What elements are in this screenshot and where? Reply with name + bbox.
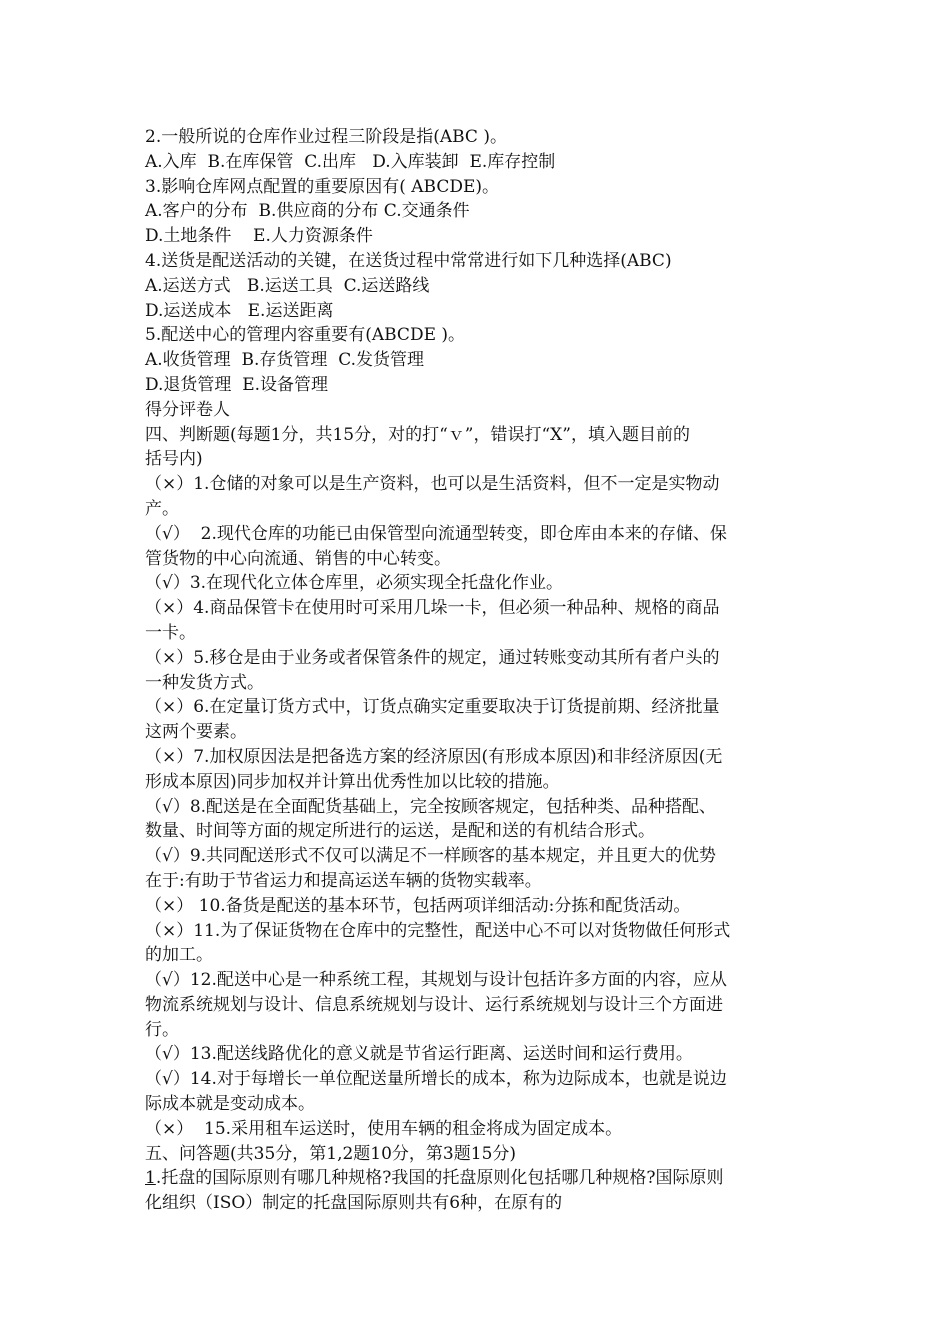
text-line: 2.一般所说的仓库作业过程三阶段是指(ABC )。 [145, 127, 507, 147]
text-line: （√）8.配送是在全面配货基础上，完全按顾客规定，包括种类、品种搭配、 [145, 796, 717, 817]
text-line: 在于:有助于节省运力和提高运送车辆的货物实载率。 [145, 870, 542, 891]
text-line: 五、问答题(共35分，第1,2题10分，第3题15分) [145, 1143, 517, 1164]
text-line: A.客户的分布 B.供应商的分布 C.交通条件 [145, 201, 470, 222]
text-line: 这两个要素。 [145, 722, 247, 743]
text-line: （×）6.在定量订货方式中，订货点确实定重要取决于订货提前期、经济批量 [145, 697, 720, 718]
text-line: （×） 15.采用租车运送时，使用车辆的租金将成为固定成本。 [145, 1118, 623, 1139]
text-line: （√）3.在现代化立体仓库里，必须实现全托盘化作业。 [145, 573, 564, 594]
text-line: D.退货管理 E.设备管理 [145, 374, 329, 395]
text-line: （×）5.移仓是由于业务或者保管条件的规定，通过转账变动其所有者户头的 [145, 647, 720, 668]
text-line: （√）14.对于每增长一单位配送量所增长的成本，称为边际成本，也就是说边 [145, 1069, 727, 1090]
text-line: 一卡。 [145, 622, 196, 643]
text-line: 形成本原因)同步加权并计算出优秀性加以比较的措施。 [145, 771, 560, 792]
text-line: （×） 10.备货是配送的基本环节，包括两项详细活动:分拣和配货活动。 [145, 895, 691, 916]
text-line: （×）4.商品保管卡在使用时可采用几垛一卡，但必须一种品种、规格的商品 [145, 598, 720, 619]
text-line: （√）12.配送中心是一种系统工程，其规划与设计包括许多方面的内容，应从 [145, 970, 727, 991]
text-line: 一种发货方式。 [145, 672, 264, 693]
question-1-line [145, 1166, 815, 1191]
text-line: 括号内) [145, 449, 203, 470]
text-line: （√） 2.现代仓库的功能已由保管型向流通型转变，即仓库由本来的存储、保 [145, 523, 727, 544]
text-line: A.运送方式 B.运送工具 C.运送路线 [145, 275, 430, 296]
text-line: （×）1.仓储的对象可以是生产资料，也可以是生活资料，但不一定是实物动 [145, 474, 720, 495]
text-line: 管货物的中心向流通、销售的中心转变。 [145, 548, 451, 569]
text-line: D.土地条件 E.人力资源条件 [145, 226, 373, 247]
text-line: 化组织（ISO）制定的托盘国际原则共有6种，在原有的 [145, 1193, 563, 1214]
question-text: .托盘的国际原则有哪几种规格?我国的托盘原则化包括哪几种规格?国际原则 [155, 1168, 724, 1189]
text-line: （×）7.加权原因法是把备选方案的经济原因(有形成本原因)和非经济原因(无 [145, 746, 723, 767]
text-line: 产。 [145, 498, 179, 519]
text-line: A.入库 B.在库保管 C.出库 D.入库装卸 E.库存控制 [145, 151, 556, 172]
text-line: 的加工。 [145, 945, 213, 966]
text-line: A.收货管理 B.存货管理 C.发货管理 [145, 350, 424, 371]
text-line: 际成本就是变动成本。 [145, 1094, 315, 1115]
text-line: 得分评卷人 [145, 399, 230, 420]
question-number: 1 [145, 1168, 156, 1189]
text-line: 四、判断题(每题1分，共15分，对的打“ｖ”，错误打“X”，填入题目前的 [145, 424, 690, 445]
document-page [145, 125, 815, 1216]
text-line: （×）11.为了保证货物在仓库中的完整性，配送中心不可以对货物做任何形式 [145, 920, 731, 941]
text-line: 物流系统规划与设计、信息系统规划与设计、运行系统规划与设计三个方面进 [145, 994, 723, 1015]
text-line: 5.配送中心的管理内容重要有(ABCDE )。 [145, 325, 466, 346]
text-line: 数量、时间等方面的规定所进行的运送，是配和送的有机结合形式。 [145, 821, 655, 842]
text-line: D.运送成本 E.运送距离 [145, 300, 334, 321]
text-line: 行。 [145, 1019, 179, 1040]
text-line: 4.送货是配送活动的关键，在送货过程中常常进行如下几种选择(ABC) [145, 250, 672, 271]
text-line: （√）9.共同配送形式不仅可以满足不一样顾客的基本规定，并且更大的优势 [145, 846, 717, 867]
text-line: （√）13.配送线路优化的意义就是节省运行距离、运送时间和运行费用。 [145, 1044, 693, 1065]
text-line: 3.影响仓库网点配置的重要原因有( ABCDE)。 [145, 176, 500, 197]
